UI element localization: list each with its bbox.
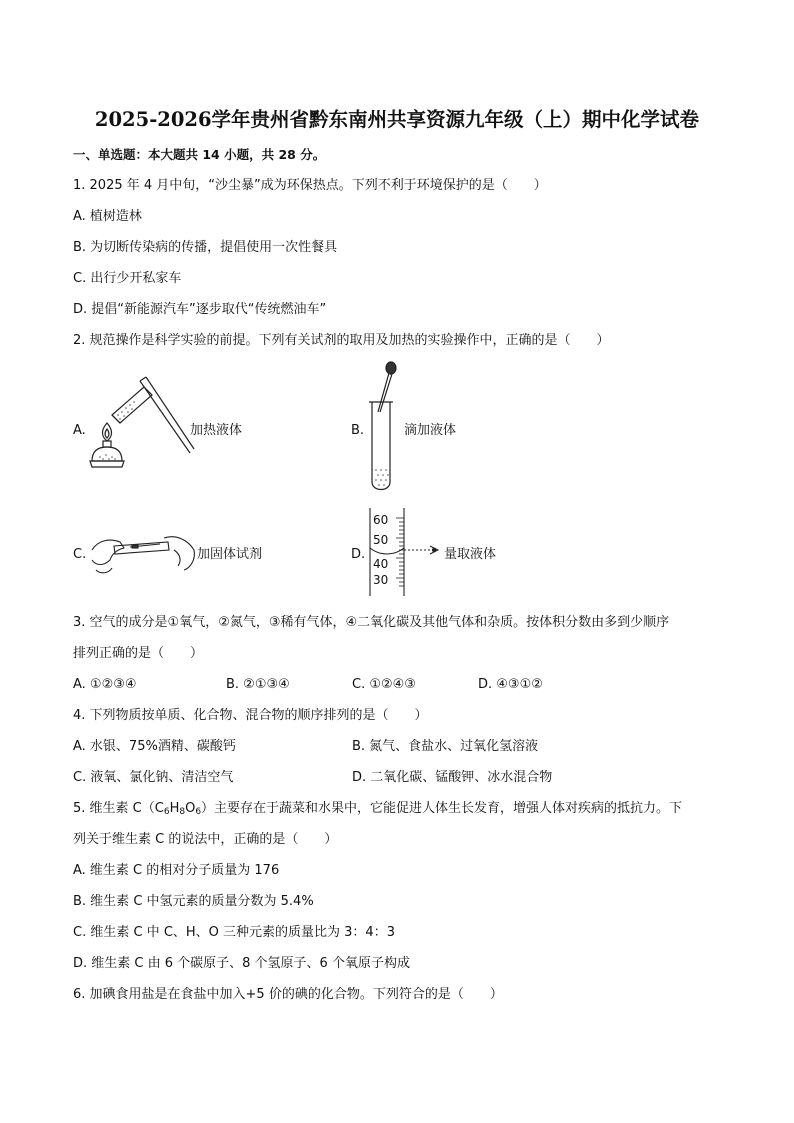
question-5-option-a: A. 维生素 C 的相对分子质量为 176 — [73, 863, 280, 878]
question-3-option-c: C. ①②④③ — [352, 677, 416, 692]
question-2-option-b-label: 滴加液体 — [404, 423, 457, 438]
question-2-option-c-letter: C. — [73, 547, 87, 562]
cylinder-tick-60: 60 — [373, 513, 389, 527]
q5-formula-sub-c: 6 — [163, 807, 170, 817]
question-1-stem: 1. 2025 年 4 月中旬，“沙尘暴”成为环保热点。下列不利于环境保护的是（ ） — [73, 178, 547, 193]
q5-formula-sub-o: 6 — [195, 807, 202, 817]
question-5-stem-line-1 — [73, 801, 682, 817]
question-5-option-c: C. 维生素 C 中 C、H、O 三种元素的质量比为 3：4：3 — [73, 925, 395, 940]
adding-solid-illustration — [90, 530, 198, 578]
question-6-stem: 6. 加碘食用盐是在食盐中加入+5 价的碘的化合物。下列符合的是（ ） — [73, 987, 503, 1002]
question-4-option-a: A. 水银、75%酒精、碳酸钙 — [73, 739, 236, 754]
question-2-option-b-letter: B. — [351, 423, 365, 438]
question-1-option-c: C. 出行少开私家车 — [73, 271, 182, 286]
cylinder-tick-30: 30 — [373, 573, 389, 587]
q5-formula-h: H — [169, 801, 180, 816]
question-3-stem-line-1: 3. 空气的成分是①氧气，②氮气，③稀有气体，④二氧化碳及其他气体和杂质。按体积分数由多到少顺序 — [73, 615, 670, 630]
question-1-option-b: B. 为切断传染病的传播，提倡使用一次性餐具 — [73, 240, 338, 255]
question-2-option-a-letter: A. — [73, 423, 86, 438]
question-2-option-c-label: 加固体试剂 — [197, 547, 263, 562]
question-1-option-d: D. 提倡“新能源汽车”逐步取代“传统燃油车” — [73, 302, 327, 317]
question-5-stem-line-2: 列关于维生素 C 的说法中，正确的是（ ） — [73, 832, 338, 847]
question-3-option-a: A. ①②③④ — [73, 677, 137, 692]
dropping-liquid-illustration — [362, 360, 398, 495]
question-4-stem: 4. 下列物质按单质、化合物、混合物的顺序排列的是（ ） — [73, 708, 428, 723]
question-2-option-d-label: 量取液体 — [444, 547, 497, 562]
cylinder-tick-50: 50 — [373, 533, 389, 547]
heating-liquid-illustration — [82, 375, 197, 480]
question-3-option-d: D. ④③①② — [478, 677, 543, 692]
question-1-option-a: A. 植树造林 — [73, 209, 142, 224]
question-2-option-a-label: 加热液体 — [190, 423, 243, 438]
q5-stem-pre: 5. 维生素 C（C — [73, 801, 164, 816]
question-5-option-d: D. 维生素 C 由 6 个碳原子、8 个氢原子、6 个氧原子构成 — [73, 956, 410, 971]
question-4-option-b: B. 氮气、食盐水、过氧化氢溶液 — [352, 739, 539, 754]
question-3-option-b: B. ②①③④ — [226, 677, 290, 692]
q5-formula-sub-h: 8 — [179, 807, 186, 817]
section-heading: 一、单选题：本大题共 14 小题，共 28 分。 — [73, 147, 326, 162]
question-3-stem-line-2: 排列正确的是（ ） — [73, 646, 204, 661]
question-4-option-d: D. 二氧化碳、锰酸钾、冰水混合物 — [352, 770, 553, 785]
question-5-option-b: B. 维生素 C 中氢元素的质量分数为 5.4% — [73, 894, 314, 909]
q5-formula-o: O — [185, 801, 196, 816]
question-4-option-c: C. 液氧、氯化钠、清洁空气 — [73, 770, 234, 785]
cylinder-tick-40: 40 — [373, 557, 389, 571]
page-title: 2025-2026学年贵州省黔东南州共享资源九年级（上）期中化学试卷 — [94, 108, 700, 131]
q5-stem-post: ）主要存在于蔬菜和水果中，它能促进人体生长发育，增强人体对疾病的抵抗力。下 — [201, 801, 683, 816]
question-2-option-d-letter: D. — [351, 547, 366, 562]
question-2-stem: 2. 规范操作是科学实验的前提。下列有关试剂的取用及加热的实验操作中，正确的是（ ） — [73, 333, 610, 348]
